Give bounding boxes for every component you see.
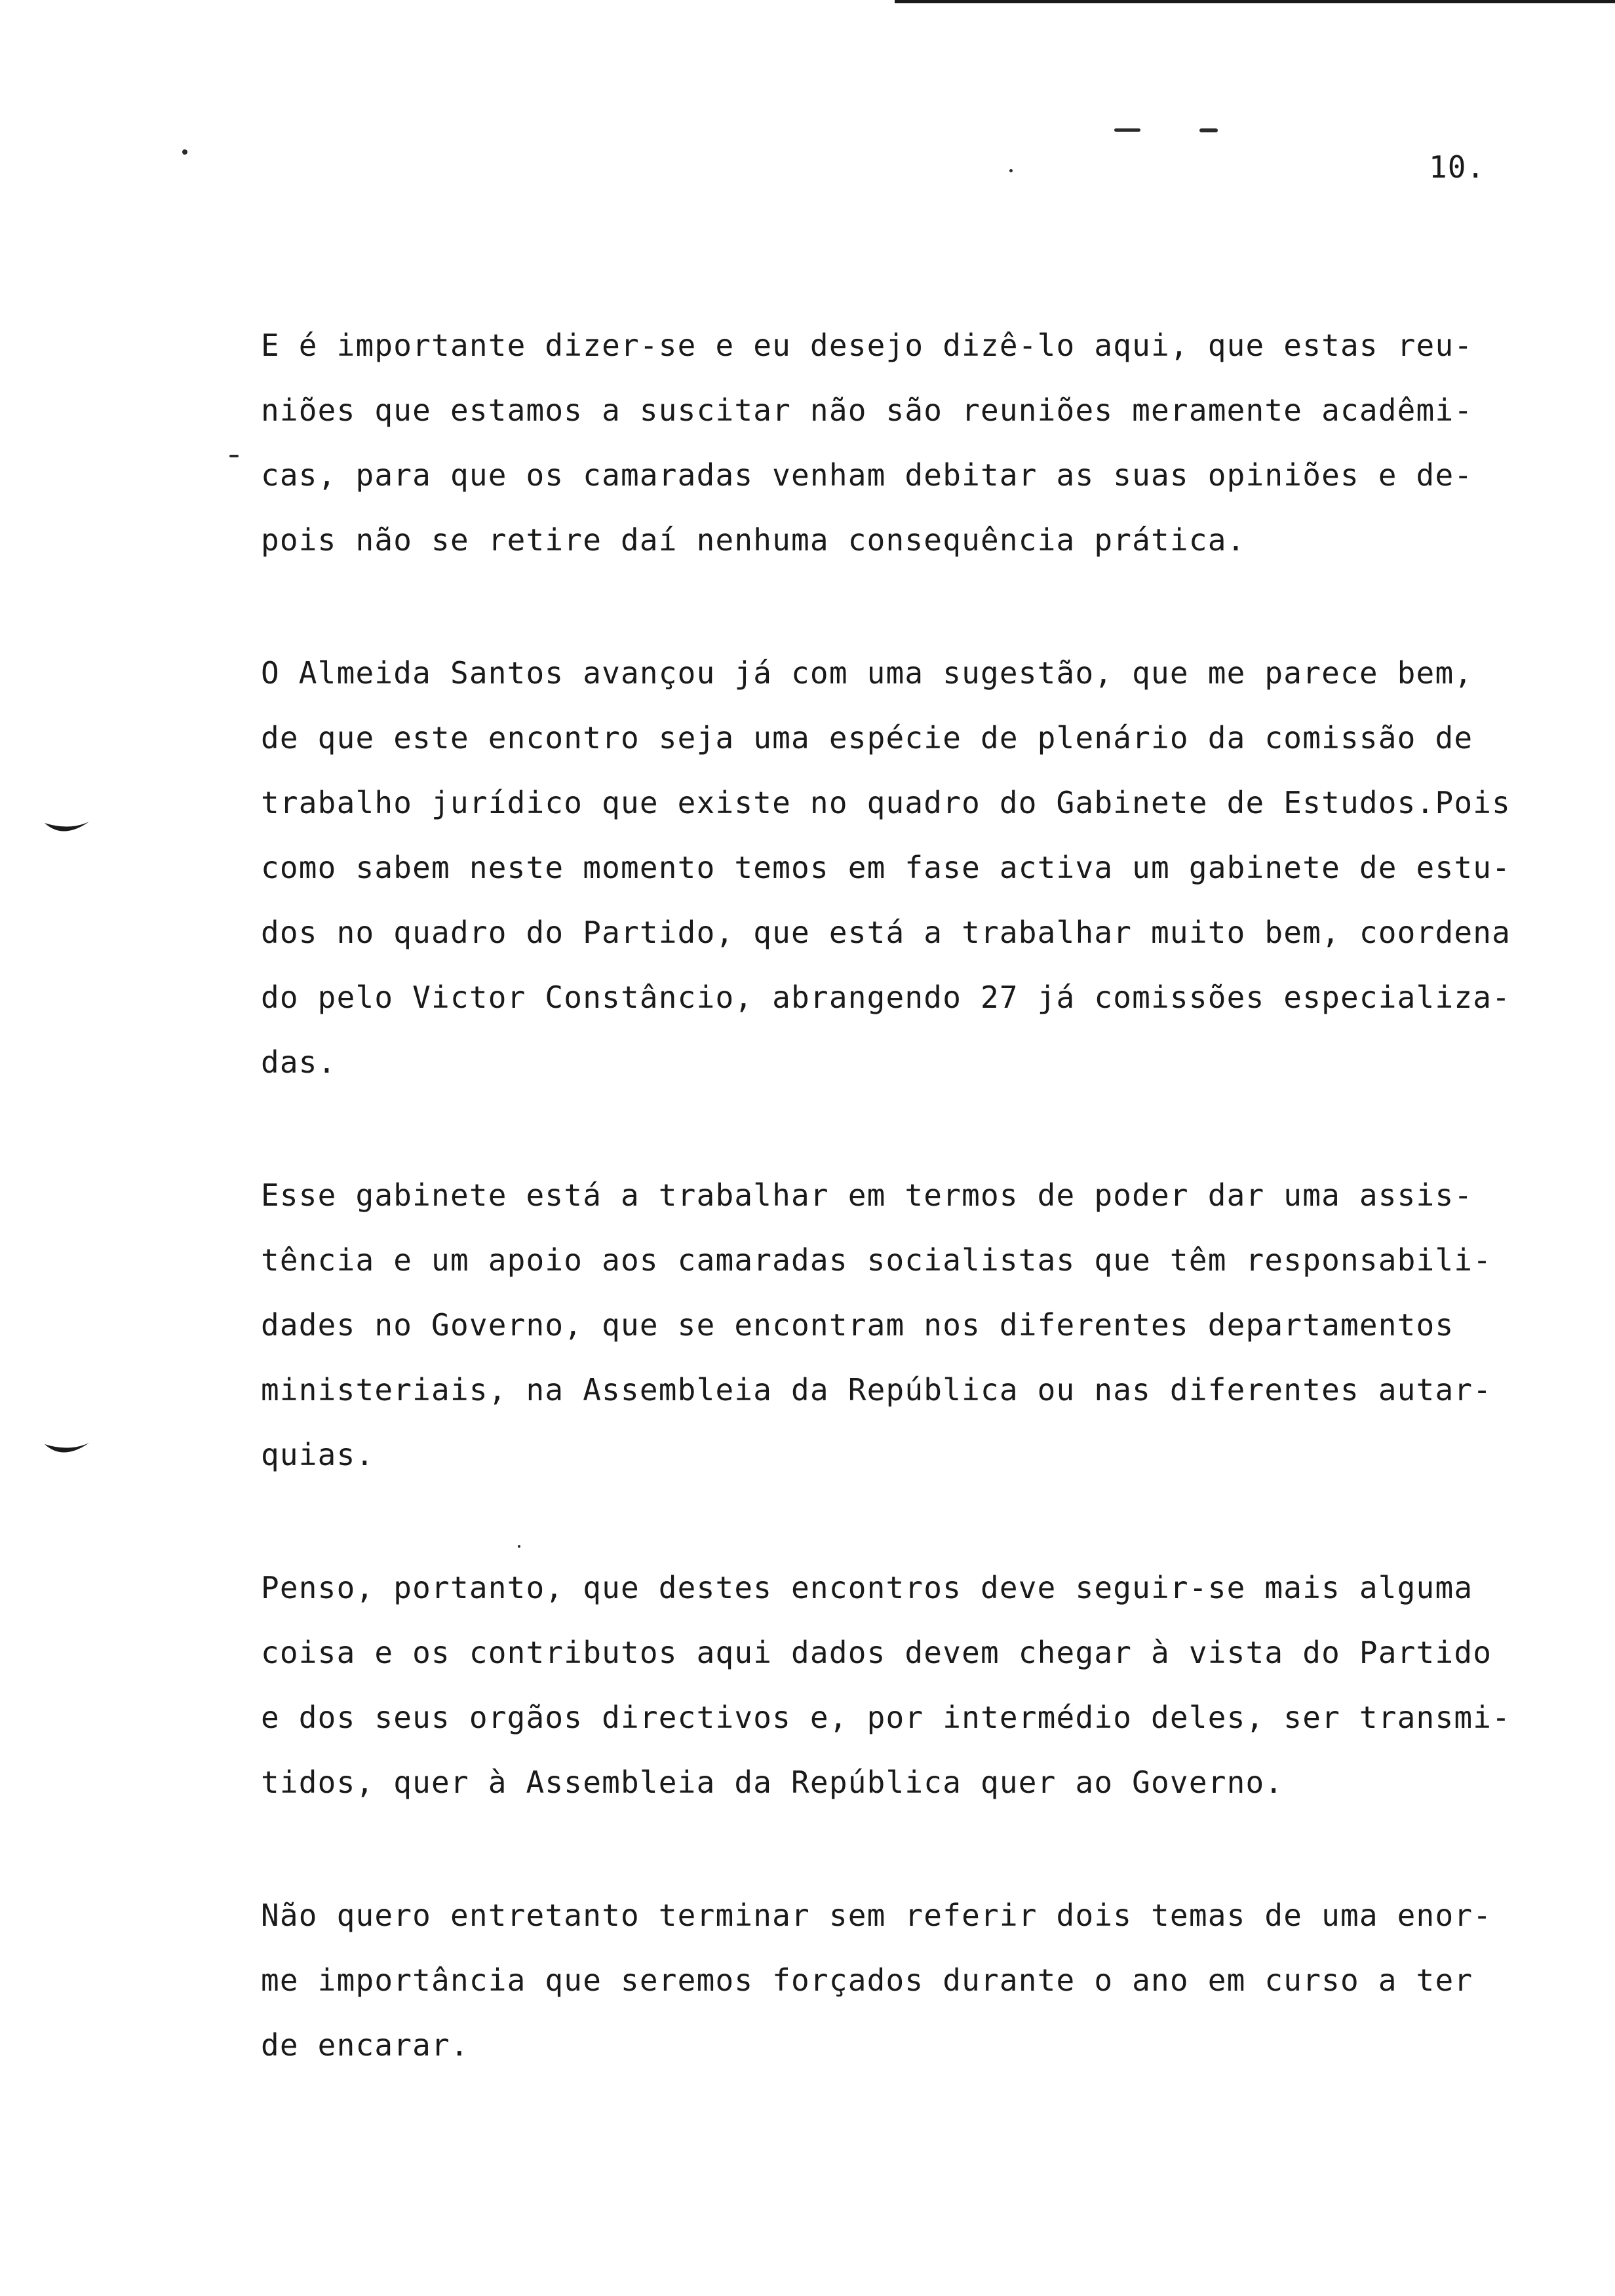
scan-speck <box>1199 128 1218 132</box>
body-text <box>261 313 1559 2078</box>
hole-punch-mark <box>43 820 90 837</box>
paragraph-1: E é importante dizer-se e eu desejo dizê-lo aqui, que estas reu- niões que estamos a suscitar não são reuniões meramente acadêmi- cas, para que os camaradas venham debitar as suas opiniões e de- pois não se retire daí nenhuma consequência prática. <box>261 328 1473 558</box>
paragraph-3: Esse gabinete está a trabalhar em termos de poder dar uma assis- tência e um apoio aos camaradas socialistas que têm responsabili- dades no Governo, que se encontram nos diferentes departamentos ministeriais, na Assembleia da República ou nas diferentes autar- quias. <box>261 1177 1492 1472</box>
top-border-line <box>895 0 1615 3</box>
scan-speck <box>1009 169 1013 172</box>
hole-punch-mark <box>43 1442 90 1459</box>
paragraph-2: O Almeida Santos avançou já com uma sugestão, que me parece bem, de que este encontro seja uma espécie de plenário da comissão de trabalho jurídico que existe no quadro do Gabinete de Estudos.Pois como sabem neste momento temos em fase activa um gabinete de estu- dos no quadro do Partido, que está a trabalhar muito bem, coordena do pelo Victor Constâncio, abrangendo 27 já comissões especializa- das. <box>261 655 1511 1080</box>
scan-speck <box>1114 128 1140 132</box>
page-number: 10. <box>1429 149 1486 185</box>
paragraph-5: Não quero entretanto terminar sem referir dois temas de uma enor- me importância que seremos forçados durante o ano em curso a ter de encarar. <box>261 1898 1492 2063</box>
scan-speck <box>229 455 239 457</box>
paragraph-4: Penso, portanto, que destes encontros deve seguir-se mais alguma coisa e os contributos aqui dados devem chegar à vista do Partido e dos seus orgãos directivos e, por intermédio deles, ser transmi- tidos, quer à Assembleia da República quer ao Governo. <box>261 1570 1511 1800</box>
scan-speck <box>182 149 187 155</box>
